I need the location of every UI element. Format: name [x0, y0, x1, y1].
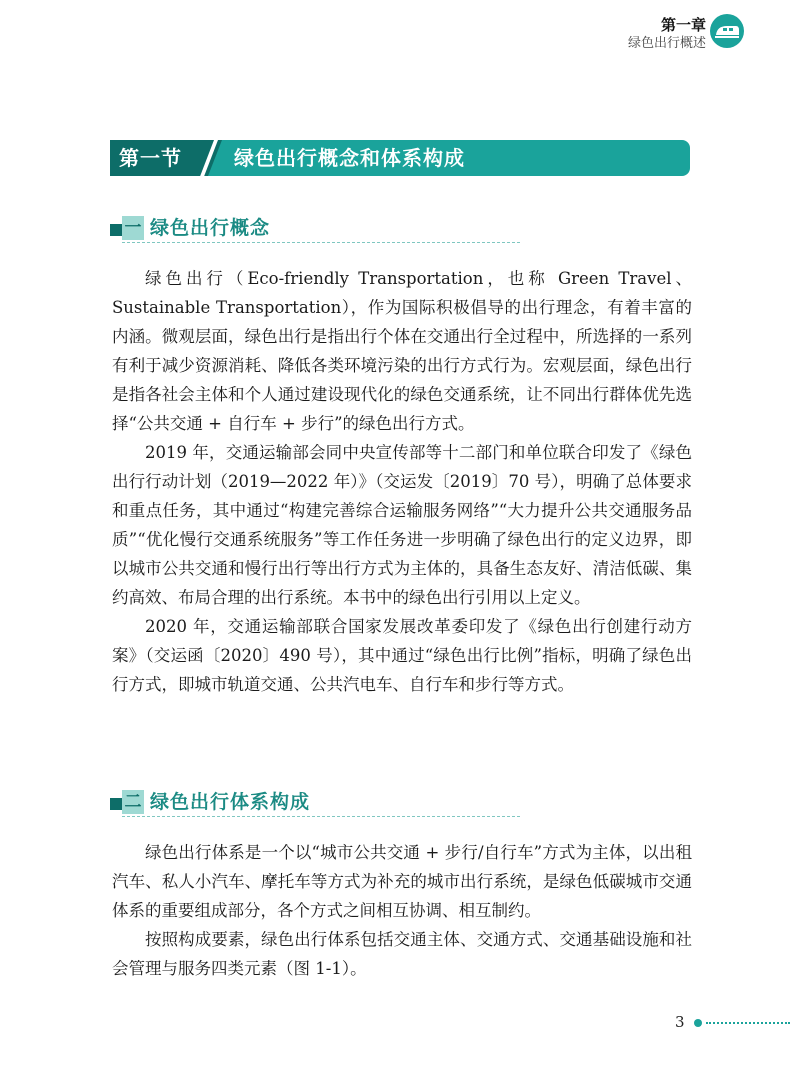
page-marker-line	[706, 1022, 790, 1024]
heading-underline	[122, 816, 520, 817]
paragraph: 绿色出行（Eco-friendly Transportation，也称 Green Travel、Sustainable Transportation），作为国际积极倡导的出行理念，有着丰富的内涵。微观层面，绿色出行是指出行个体在交通出行全过程中，所选择的一系列有利于减少资源消耗、降低各类环境污染的出行方式行为。宏观层面，绿色出行是指各社会主体和个人通过建设现代化的绿色交通系统，让不同出行群体优先选择“公共交通 + 自行车 + 步行”的绿色出行方式。	[112, 269, 692, 433]
chapter-number: 第一章	[660, 16, 706, 34]
subsection-title: 绿色出行体系构成	[150, 791, 311, 813]
heading-square-icon	[110, 224, 122, 236]
subsection-number: 一	[122, 216, 144, 240]
paragraph: 按照构成要素，绿色出行体系包括交通主体、交通方式、交通基础设施和社会管理与服务四类元素（图 1-1）。	[112, 930, 692, 978]
train-icon	[714, 22, 740, 40]
paragraph: 2020 年，交通运输部联合国家发展改革委印发了《绿色出行创建行动方案》（交运函〔2020〕490 号），其中通过“绿色出行比例”指标，明确了绿色出行方式，即城市轨道交通、公共汽电车、自行车和步行等方式。	[112, 617, 692, 694]
section-label: 第一节	[119, 146, 182, 170]
section-title: 绿色出行概念和体系构成	[234, 146, 465, 170]
subsection-body-2	[112, 838, 692, 983]
page-number: 3	[675, 1013, 685, 1031]
paragraph: 2019 年，交通运输部会同中央宣传部等十二部门和单位联合印发了《绿色出行行动计划（2019—2022 年）》（交运发〔2019〕70 号），明确了总体要求和重点任务，其中通过“构建完善综合运输服务网络”“大力提升公共交通服务品质”“优化慢行交通系统服务”等工作任务进一步明确了绿色出行的定义边界，即以城市公共交通和慢行出行等出行方式为主体的，具备生态友好、清洁低碳、集约高效、布局合理的出行系统。本书中的绿色出行引用以上定义。	[112, 443, 692, 607]
subsection-title: 绿色出行概念	[150, 217, 271, 239]
paragraph: 绿色出行体系是一个以“城市公共交通 + 步行/自行车”方式为主体，以出租汽车、私人小汽车、摩托车等方式为补充的城市出行系统，是绿色低碳城市交通体系的重要组成部分，各个方式之间相互协调、相互制约。	[112, 843, 692, 920]
section-label-box	[110, 140, 208, 176]
heading-square-icon	[110, 798, 122, 810]
chapter-badge	[710, 14, 744, 48]
subsection-body-1	[112, 264, 692, 699]
subsection-number: 二	[122, 790, 144, 814]
running-header	[628, 16, 706, 53]
chapter-title: 绿色出行概述	[627, 36, 706, 51]
heading-underline	[122, 242, 520, 243]
section-heading	[110, 140, 690, 176]
page-marker-dot	[694, 1019, 702, 1027]
